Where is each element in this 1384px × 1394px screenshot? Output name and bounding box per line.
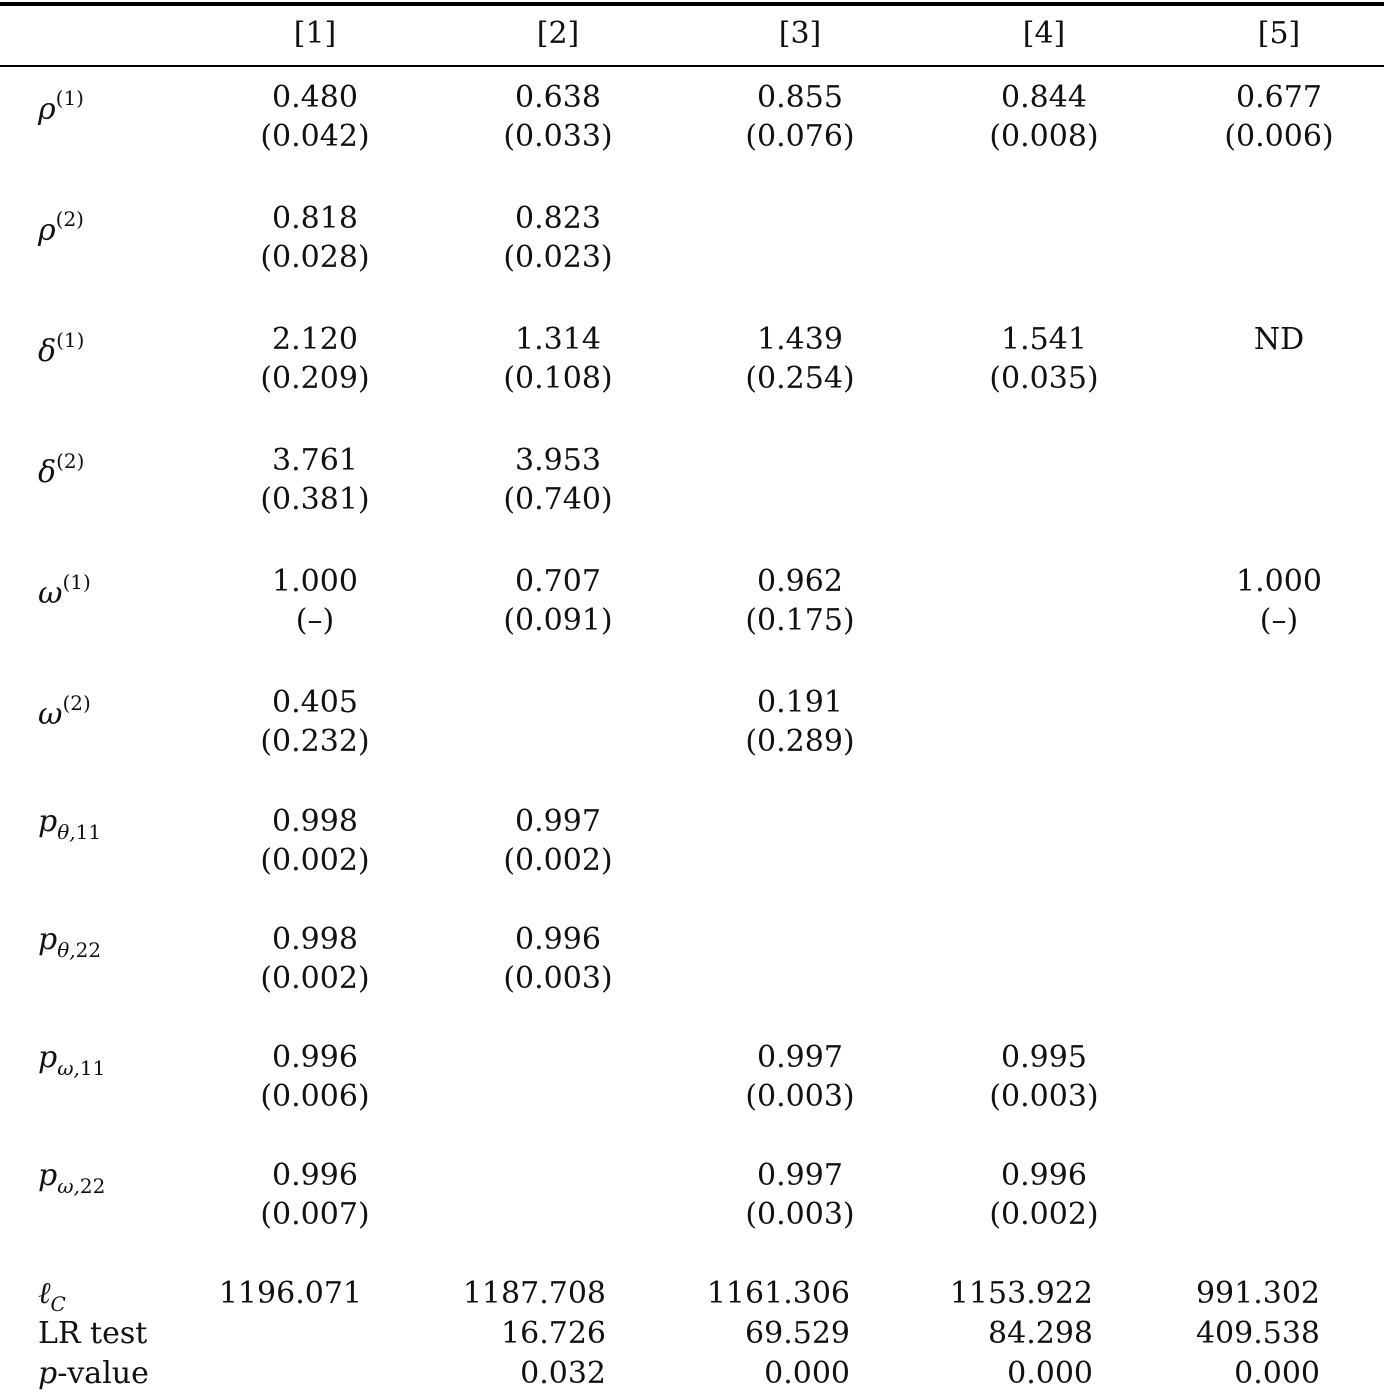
estimate: 3.953: [515, 443, 601, 478]
standard-error: (0.007): [260, 1197, 370, 1232]
table-cell: [700, 320, 900, 399]
stat-name: LR test: [38, 1316, 148, 1351]
estimate: 0.995: [1001, 1040, 1087, 1075]
table-header-rule: [0, 65, 1384, 67]
row-label: [38, 441, 84, 493]
stat-value: 84.298: [988, 1316, 1093, 1351]
table-cell: [458, 920, 658, 999]
estimate: 0.405: [272, 685, 358, 720]
estimate: 0.998: [272, 922, 358, 957]
standard-error: (0.740): [503, 482, 613, 517]
estimate: 0.707: [515, 564, 601, 599]
param-superscript: (1): [56, 328, 85, 352]
estimate: 2.120: [272, 322, 358, 357]
table-cell: [1179, 320, 1379, 359]
param-superscript: (1): [55, 86, 84, 110]
table-cell: [215, 1156, 415, 1235]
row-label: [38, 1156, 105, 1206]
row-label: [38, 802, 101, 852]
standard-error: (0.033): [503, 119, 613, 154]
table-cell: [458, 562, 658, 641]
standard-error: (–): [1259, 603, 1299, 638]
standard-error: (0.006): [260, 1079, 370, 1114]
table-cell: [215, 562, 415, 641]
stat-label: [38, 1314, 147, 1354]
param-superscript: (2): [55, 207, 84, 231]
table-cell: [215, 920, 415, 999]
stat-value: 1187.708: [462, 1276, 606, 1311]
table-cell: [944, 78, 1144, 157]
stat-subscript: C: [50, 1292, 66, 1316]
standard-error: (–): [295, 603, 335, 638]
stat-value: 1161.306: [706, 1276, 850, 1311]
estimate: 1.541: [1001, 322, 1087, 357]
table-cell: [458, 78, 658, 157]
standard-error: (0.209): [260, 361, 370, 396]
row-label: [38, 78, 84, 130]
param-subscript-num: 22: [79, 1174, 106, 1198]
param-subscript-var: θ,: [57, 938, 76, 962]
param-subscript: [57, 938, 101, 962]
row-label: [38, 920, 101, 970]
standard-error: (0.003): [745, 1197, 855, 1232]
table-cell: [944, 320, 1144, 399]
param-subscript: [57, 1056, 105, 1080]
table-cell: [215, 1038, 415, 1117]
table-cell: [700, 683, 900, 762]
table-cell: [700, 1038, 900, 1117]
param-symbol: p: [38, 1158, 58, 1193]
row-label: [38, 320, 84, 372]
standard-error: (0.008): [989, 119, 1099, 154]
standard-error: (0.006): [1224, 119, 1334, 154]
estimate: 0.997: [757, 1158, 843, 1193]
estimate: 1.314: [515, 322, 601, 357]
estimate: 0.844: [1001, 80, 1087, 115]
stat-value: 409.538: [1195, 1316, 1320, 1351]
table-cell: [944, 1156, 1144, 1235]
param-symbol: δ: [38, 334, 57, 369]
stat-value: 69.529: [745, 1316, 850, 1351]
table-cell: [1179, 78, 1379, 157]
standard-error: (0.003): [503, 961, 613, 996]
param-symbol: p: [38, 804, 58, 839]
estimate: 0.818: [272, 201, 358, 236]
stat-value: 0.000: [1007, 1356, 1093, 1391]
standard-error: (0.002): [260, 961, 370, 996]
param-superscript: (2): [62, 691, 91, 715]
estimate: 0.997: [757, 1040, 843, 1075]
table-cell: [944, 1038, 1144, 1117]
param-subscript: [57, 1174, 105, 1198]
param-superscript: (2): [56, 449, 85, 473]
standard-error: (0.076): [745, 119, 855, 154]
estimate: 0.996: [515, 922, 601, 957]
estimate: 0.677: [1236, 80, 1322, 115]
standard-error: (0.175): [745, 603, 855, 638]
standard-error: (0.254): [745, 361, 855, 396]
table-cell: [458, 802, 658, 881]
param-superscript: (1): [62, 570, 91, 594]
param-symbol: ρ: [38, 213, 56, 248]
param-subscript: [57, 820, 101, 844]
column-header: [5]: [1257, 16, 1301, 51]
stat-value: 1196.071: [218, 1276, 362, 1311]
estimate: 0.823: [515, 201, 601, 236]
param-symbol: ω: [38, 576, 63, 611]
stat-value: 1153.922: [949, 1276, 1093, 1311]
estimate: 3.761: [272, 443, 358, 478]
estimate: 0.998: [272, 804, 358, 839]
param-subscript-num: 22: [75, 938, 102, 962]
stat-name-italic: p: [38, 1356, 58, 1391]
standard-error: (0.003): [745, 1079, 855, 1114]
table-cell: [458, 199, 658, 278]
table-cell: [215, 441, 415, 520]
standard-error: (0.108): [503, 361, 613, 396]
row-label: [38, 683, 91, 735]
param-subscript-num: 11: [79, 1056, 106, 1080]
table-cell: [700, 562, 900, 641]
stat-value: 991.302: [1195, 1276, 1320, 1311]
standard-error: (0.002): [989, 1197, 1099, 1232]
estimate: 1.439: [757, 322, 843, 357]
standard-error: (0.289): [745, 724, 855, 759]
stat-name-rest: -value: [57, 1356, 149, 1391]
table-cell: [1179, 562, 1379, 641]
table-cell: [458, 320, 658, 399]
param-symbol: p: [38, 1040, 58, 1075]
estimate: 0.638: [515, 80, 601, 115]
table-cell: [700, 1156, 900, 1235]
estimate: 0.996: [1001, 1158, 1087, 1193]
column-header: [2]: [536, 16, 580, 51]
stat-symbol: ℓ: [38, 1276, 51, 1311]
table-cell: [458, 441, 658, 520]
estimate: 1.000: [272, 564, 358, 599]
param-subscript-var: ω,: [57, 1056, 80, 1080]
param-subscript-var: θ,: [57, 820, 76, 844]
stat-label: [38, 1354, 149, 1394]
table-top-rule: [0, 2, 1384, 6]
estimate: 1.000: [1236, 564, 1322, 599]
column-header: [4]: [1022, 16, 1066, 51]
param-symbol: p: [38, 922, 58, 957]
standard-error: (0.002): [260, 843, 370, 878]
stat-value: 16.726: [501, 1316, 606, 1351]
table-cell: [215, 320, 415, 399]
estimate: 0.996: [272, 1158, 358, 1193]
stat-value: 0.032: [520, 1356, 606, 1391]
param-symbol: δ: [38, 455, 57, 490]
standard-error: (0.042): [260, 119, 370, 154]
standard-error: (0.035): [989, 361, 1099, 396]
standard-error: (0.028): [260, 240, 370, 275]
estimate: ND: [1253, 322, 1305, 357]
standard-error: (0.381): [260, 482, 370, 517]
table-cell: [215, 802, 415, 881]
estimate: 0.962: [757, 564, 843, 599]
estimate: 0.191: [757, 685, 843, 720]
param-subscript-var: ω,: [57, 1174, 80, 1198]
table-cell: [215, 683, 415, 762]
column-header: [3]: [778, 16, 822, 51]
stat-value: 0.000: [764, 1356, 850, 1391]
standard-error: (0.232): [260, 724, 370, 759]
estimate: 0.855: [757, 80, 843, 115]
param-symbol: ρ: [38, 92, 56, 127]
table-cell: [215, 199, 415, 278]
row-label: [38, 562, 91, 614]
standard-error: (0.023): [503, 240, 613, 275]
standard-error: (0.003): [989, 1079, 1099, 1114]
table-cell: [215, 78, 415, 157]
row-label: [38, 1038, 105, 1088]
row-label: [38, 199, 84, 251]
estimate: 0.997: [515, 804, 601, 839]
stat-value: 0.000: [1234, 1356, 1320, 1391]
param-subscript-num: 11: [75, 820, 102, 844]
column-header: [1]: [293, 16, 337, 51]
standard-error: (0.091): [503, 603, 613, 638]
param-symbol: ω: [38, 697, 63, 732]
standard-error: (0.002): [503, 843, 613, 878]
estimate: 0.480: [272, 80, 358, 115]
estimate: 0.996: [272, 1040, 358, 1075]
table-cell: [700, 78, 900, 157]
